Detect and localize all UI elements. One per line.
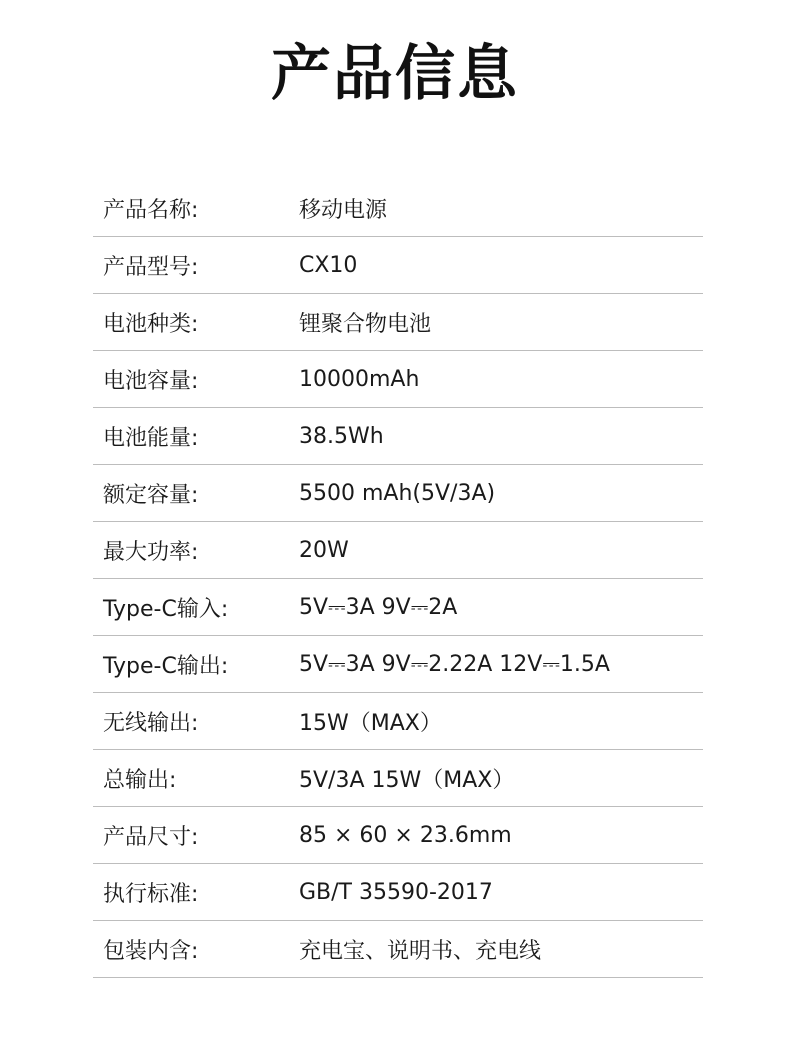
spec-row-rated-capacity [93,465,703,522]
spec-value: 85 × 60 × 23.6mm [299,822,512,848]
spec-row-wireless-output [93,693,703,750]
spec-value: 锂聚合物电池 [299,311,432,337]
spec-row-total-output [93,750,703,807]
spec-row-battery-type [93,294,703,351]
spec-value: 5V⎓3A 9V⎓2A [299,594,458,620]
spec-label: 包装内含: [103,938,199,964]
spec-row-typec-input [93,579,703,636]
spec-value: 38.5Wh [299,423,384,449]
spec-label: 电池种类: [103,311,199,337]
spec-table [93,180,703,978]
spec-value: CX10 [299,252,358,278]
spec-label: 无线输出: [103,710,199,736]
spec-row-package-contents [93,921,703,978]
spec-value: 充电宝、说明书、充电线 [299,938,542,964]
spec-row-battery-energy [93,408,703,465]
spec-label: 电池容量: [103,368,199,394]
spec-label: 执行标准: [103,881,199,907]
spec-row-dimensions [93,807,703,864]
spec-label: 最大功率: [103,539,199,565]
spec-label: Type-C输出: [103,653,229,679]
spec-row-typec-output [93,636,703,693]
spec-label: 产品尺寸: [103,824,199,850]
spec-value: GB/T 35590-2017 [299,879,493,905]
spec-value: 5V⎓3A 9V⎓2.22A 12V⎓1.5A [299,651,610,677]
spec-value: 10000mAh [299,366,420,392]
spec-row-model [93,237,703,294]
page-title: 产品信息 [271,39,519,109]
spec-label: 产品名称: [103,197,199,223]
spec-value: 5500 mAh(5V/3A) [299,480,496,506]
spec-label: 电池能量: [103,425,199,451]
spec-label: 额定容量: [103,482,199,508]
spec-value: 15W（MAX） [299,710,442,736]
spec-label: 总输出: [103,767,177,793]
spec-row-battery-capacity [93,351,703,408]
spec-value: 移动电源 [299,197,388,223]
spec-value: 20W [299,537,349,563]
spec-label: 产品型号: [103,254,199,280]
spec-value: 5V/3A 15W（MAX） [299,767,515,793]
spec-row-standard [93,864,703,921]
spec-label: Type-C输入: [103,596,229,622]
spec-row-product-name [93,180,703,237]
spec-row-max-power [93,522,703,579]
